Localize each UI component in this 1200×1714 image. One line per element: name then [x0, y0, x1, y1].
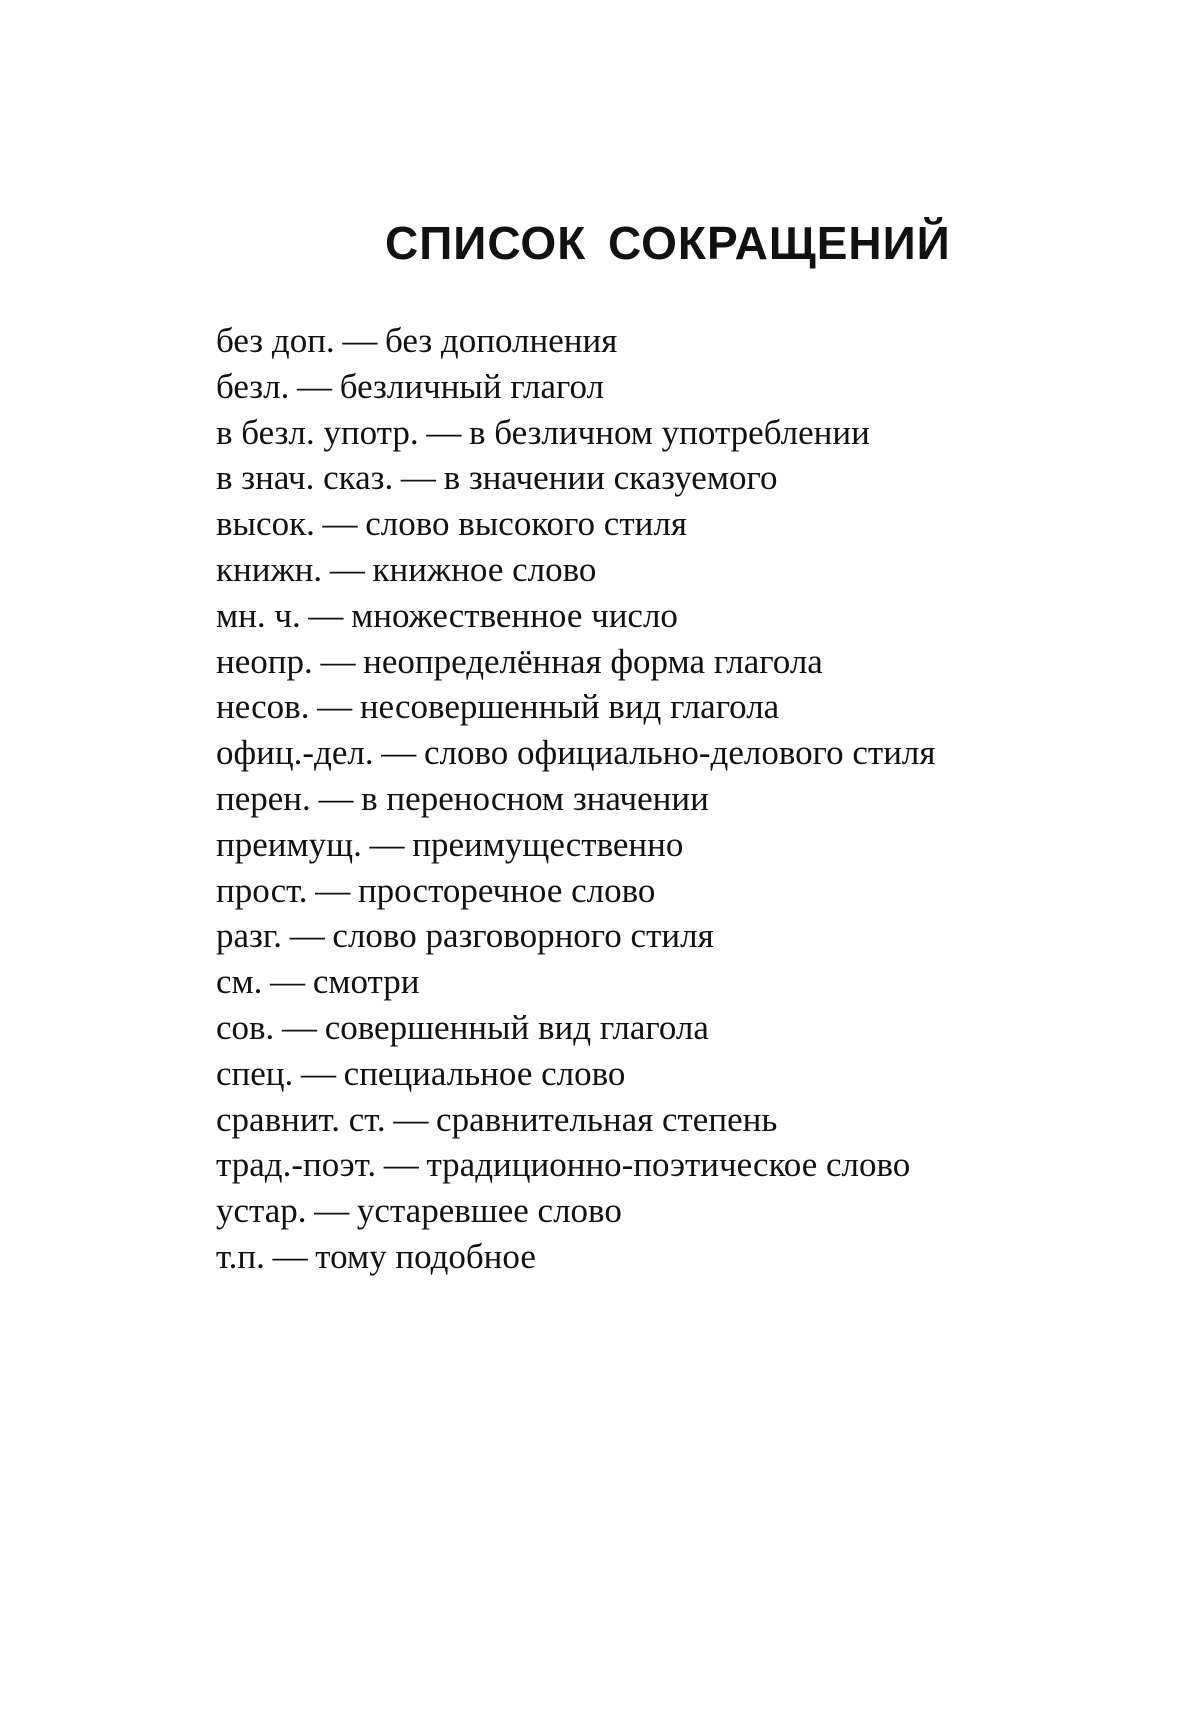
- abbreviation-entry: [216, 1188, 1146, 1234]
- dash-separator: —: [289, 916, 325, 956]
- abbreviation-entry: [216, 1005, 1146, 1051]
- dash-separator: —: [315, 870, 351, 910]
- abbreviation-entry: [216, 913, 1146, 959]
- abbreviation-meaning: слово высокого стиля: [365, 504, 687, 544]
- abbreviation-entry: [216, 1142, 1146, 1188]
- abbreviation: устар.: [216, 1191, 307, 1231]
- abbreviation: книжн.: [216, 549, 323, 589]
- abbreviation: см.: [216, 962, 263, 1002]
- abbreviation-entry: [216, 593, 1146, 639]
- dash-separator: —: [272, 1236, 308, 1276]
- abbreviation: неопр.: [216, 641, 313, 681]
- abbreviation-meaning: сравнительная степень: [436, 1099, 778, 1139]
- abbreviation-entry: [216, 1234, 1146, 1280]
- abbreviation-meaning: книжное слово: [372, 549, 597, 589]
- abbreviation-entry: [216, 776, 1146, 822]
- abbreviation-entry: [216, 501, 1146, 547]
- dash-separator: —: [318, 778, 354, 818]
- abbreviation: преимущ.: [216, 824, 362, 864]
- abbreviation: сравнит. ст.: [216, 1099, 386, 1139]
- abbreviation: сов.: [216, 1007, 275, 1047]
- abbreviation-entry: [216, 455, 1146, 501]
- abbreviation: несов.: [216, 687, 310, 727]
- dash-separator: —: [400, 458, 436, 498]
- abbreviation-meaning: специальное слово: [343, 1053, 626, 1093]
- abbreviation: т.п.: [216, 1236, 265, 1276]
- abbreviation-meaning: просторечное слово: [357, 870, 656, 910]
- dash-separator: —: [369, 824, 405, 864]
- dash-separator: —: [393, 1099, 429, 1139]
- abbreviation-meaning: преимущественно: [412, 824, 684, 864]
- abbreviation-meaning: устаревшее слово: [356, 1191, 622, 1231]
- abbreviation-list: [216, 318, 1146, 1280]
- abbreviation-entry: [216, 639, 1146, 685]
- abbreviation-entry: [216, 868, 1146, 914]
- abbreviation-meaning: в безличном употреблении: [469, 412, 870, 452]
- abbreviation: офиц.-дел.: [216, 733, 374, 773]
- dash-separator: —: [308, 595, 344, 635]
- abbreviation: перен.: [216, 778, 311, 818]
- abbreviation-meaning: тому подобное: [315, 1236, 536, 1276]
- dash-separator: —: [300, 1053, 336, 1093]
- abbreviation-entry: [216, 822, 1146, 868]
- dash-separator: —: [342, 321, 378, 360]
- dash-separator: —: [383, 1145, 419, 1185]
- abbreviation-meaning: в переносном значении: [361, 778, 709, 818]
- dash-separator: —: [282, 1007, 317, 1047]
- abbreviation-meaning: совершенный вид глагола: [324, 1007, 709, 1047]
- abbreviation-entry: [216, 684, 1146, 730]
- abbreviation: высок.: [216, 504, 315, 544]
- dash-separator: —: [322, 504, 358, 544]
- abbreviation-entry: [216, 364, 1146, 410]
- abbreviation-meaning: в значении сказуемого: [443, 458, 778, 498]
- abbreviation: мн. ч.: [216, 595, 301, 635]
- abbreviation-meaning: смотри: [312, 962, 420, 1002]
- abbreviation-meaning: безличный глагол: [339, 366, 604, 406]
- abbreviation: без доп.: [216, 321, 335, 360]
- dash-separator: —: [297, 366, 333, 406]
- abbreviation-entry: [216, 547, 1146, 593]
- dash-separator: —: [329, 549, 365, 589]
- abbreviation-entry: [216, 410, 1146, 456]
- dash-separator: —: [314, 1191, 350, 1231]
- abbreviation-meaning: традиционно-поэтическое слово: [426, 1145, 911, 1185]
- abbreviation: в знач. сказ.: [216, 458, 394, 498]
- abbreviation-meaning: неопределённая форма глагола: [363, 641, 823, 681]
- dash-separator: —: [270, 962, 306, 1002]
- abbreviation-meaning: слово разговорного стиля: [332, 916, 714, 956]
- abbreviation-meaning: без дополнения: [385, 321, 618, 360]
- abbreviation-entry: [216, 1051, 1146, 1097]
- abbreviation: трад.-поэт.: [216, 1145, 377, 1185]
- dash-separator: —: [426, 412, 462, 452]
- abbreviation-entry: [216, 1097, 1146, 1143]
- abbreviation-meaning: слово официально-делового стиля: [423, 733, 936, 773]
- abbreviation-meaning: множественное число: [351, 595, 678, 635]
- abbreviation-entry: [216, 730, 1146, 776]
- abbreviation-entry: [216, 318, 1146, 364]
- dash-separator: —: [381, 733, 417, 773]
- page-title: СПИСОК СОКРАЩЕНИЙ: [385, 217, 951, 269]
- abbreviation: безл.: [216, 366, 290, 406]
- dash-separator: —: [320, 641, 356, 681]
- abbreviation: спец.: [216, 1053, 294, 1093]
- abbreviation-meaning: несовершенный вид глагола: [359, 687, 780, 727]
- abbreviation-entry: [216, 959, 1146, 1005]
- abbreviation: в безл. употр.: [216, 412, 419, 452]
- dash-separator: —: [317, 687, 353, 727]
- abbreviation: разг.: [216, 916, 283, 956]
- abbreviation: прост.: [216, 870, 308, 910]
